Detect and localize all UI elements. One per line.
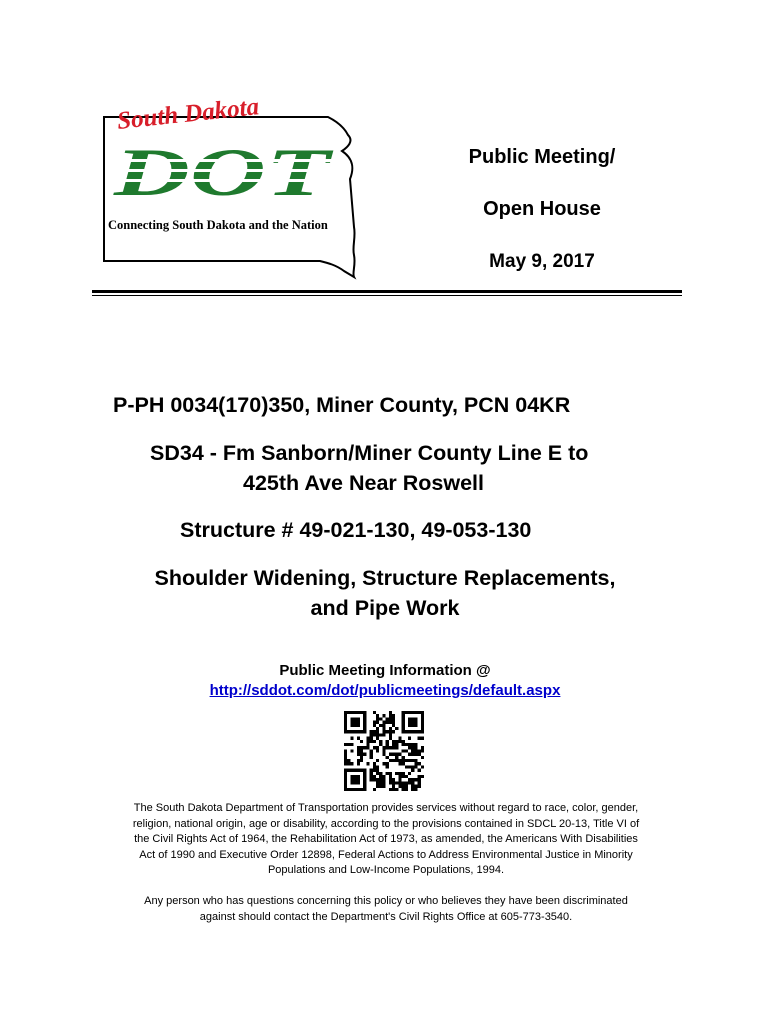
civil-rights-contact — [84, 894, 688, 925]
work-description-line2: and Pipe Work — [310, 596, 460, 620]
route-description-line1: SD34 - Fm Sanborn/Miner County Line E to — [150, 441, 589, 465]
notice-line: The South Dakota Department of Transportation provides services without regard to race, color, gender, — [133, 802, 639, 814]
contact-line: against should contact the Department's Civil Rights Office at 605-773-3540. — [199, 910, 573, 923]
meeting-info-label: Public Meeting Information @ — [279, 662, 491, 679]
notice-line: Populations and Low-Income Populations, 1994. — [267, 864, 505, 877]
header-divider-thin — [92, 295, 682, 296]
notice-line: religion, national origin, age or disability, according to the provisions contained in SDCL 20-13, Title VI of — [132, 817, 640, 830]
notice-line: Act of 1990 and Executive Order 12898, Federal Actions to Address Environmental Justice in Minority — [139, 848, 633, 861]
logo-tagline: Connecting South Dakota and the Nation — [108, 218, 328, 232]
work-description-line1: Shoulder Widening, Structure Replacements, — [154, 566, 616, 590]
route-description-line2: 425th Ave Near Roswell — [243, 471, 484, 495]
notice-line: the Civil Rights Act of 1964, the Rehabilitation Act of 1973, as amended, the Americans With Disabilities — [134, 833, 638, 846]
sddot-logo — [92, 97, 364, 282]
project-number: P-PH 0034(170)350, Miner County, PCN 04KR — [113, 393, 571, 417]
nondiscrimination-notice — [84, 801, 688, 879]
contact-line: Any person who has questions concerning this policy or who believes they have been discriminated — [144, 895, 628, 907]
qr-code — [344, 711, 424, 791]
structure-numbers: Structure # 49-021-130, 49-053-130 — [180, 518, 532, 542]
meeting-date: May 9, 2017 — [489, 251, 595, 272]
meeting-title: Public Meeting/ — [468, 146, 616, 168]
meeting-subtitle: Open House — [483, 198, 601, 220]
logo-script-text: South Dakota — [115, 97, 261, 135]
header-divider-thick — [92, 290, 682, 293]
meeting-info-link[interactable]: http://sddot.com/dot/publicmeetings/default.aspx — [209, 682, 561, 699]
